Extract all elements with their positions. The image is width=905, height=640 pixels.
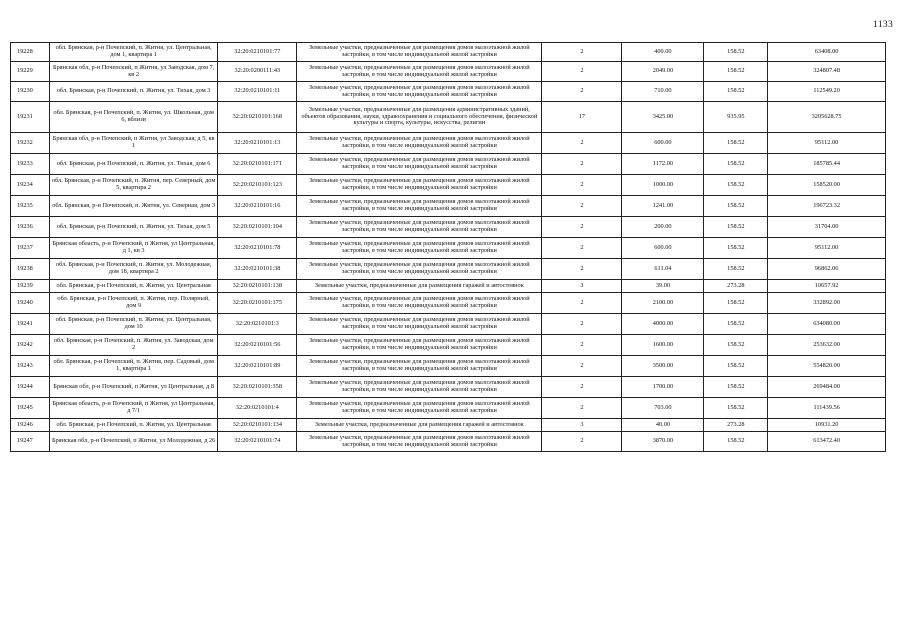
cadastral-value-cell: 112549.20 [768,82,886,102]
land-use-cell: Земельные участки, предназначенные для размещения гаражей и автостоянок [297,419,542,432]
specific-value-cell: 158.52 [704,356,768,377]
address-cell: обл. Брянская, р-н Почепский, п. Житня, пер. Северный, дом 5, квартира 2 [49,175,218,196]
specific-value-cell: 158.52 [704,398,768,419]
specific-value-cell: 158.52 [704,62,768,82]
area-cell: 3500.00 [622,356,704,377]
use-code-cell: 2 [542,154,622,175]
table-row [11,238,886,259]
table-row [11,175,886,196]
area-cell: 400.00 [622,43,704,62]
specific-value-cell: 158.52 [704,314,768,335]
table-row [11,259,886,280]
row-number-cell: 19247 [11,432,50,452]
area-cell: 710.00 [622,82,704,102]
use-code-cell: 2 [542,196,622,217]
table-row [11,335,886,356]
cadastral-number-cell: 32:20:0210101:123 [218,175,297,196]
use-code-cell: 3 [542,419,622,432]
address-cell: Брянская обл, р-н Почепский, п Житня, ул Заводская, дом 7, кв 2 [49,62,218,82]
cadastral-number-cell: 32:20:0210101:78 [218,238,297,259]
cadastral-number-cell: 32:20:0210101:175 [218,293,297,314]
cadastral-value-cell: 269484.00 [768,377,886,398]
address-cell: обл. Брянская, р-н Почепский, п. Житня, ул. Тихая, дом 6 [49,154,218,175]
area-cell: 703.00 [622,398,704,419]
row-number-cell: 19229 [11,62,50,82]
cadastral-value-cell: 158520.00 [768,175,886,196]
area-cell: 1000.00 [622,175,704,196]
row-number-cell: 19238 [11,259,50,280]
address-cell: обл. Брянская, р-н Почепский, п. Житня, ул. Центральная, дом 1, квартира 1 [49,43,218,62]
specific-value-cell: 273.28 [704,419,768,432]
use-code-cell: 2 [542,82,622,102]
table-row [11,102,886,133]
specific-value-cell: 158.52 [704,377,768,398]
land-use-cell: Земельные участки, предназначенные для размещения домов малоэтажной жилой застройки, в том числе индивидуальной жилой застройки [297,398,542,419]
row-number-cell: 19236 [11,217,50,238]
address-cell: Брянская обл, р-н Почепский, п Житня, ул Центральная, д 8 [49,377,218,398]
address-cell: обл. Брянская, р-н Почепский, п. Житня, ул. Заводская, дом 2 [49,335,218,356]
cadastral-number-cell: 32:20:0210101:4 [218,398,297,419]
area-cell: 611.04 [622,259,704,280]
cadastral-value-cell: 613472.40 [768,432,886,452]
cadastral-number-cell: 32:20:0210101:168 [218,102,297,133]
cadastral-value-cell: 10657.92 [768,280,886,293]
address-cell: обл. Брянская, р-н Почепский, п. Житня, ул. Северная, дом 3 [49,196,218,217]
table-row [11,419,886,432]
cadastral-value-cell: 31704.00 [768,217,886,238]
row-number-cell: 19230 [11,82,50,102]
table-row [11,314,886,335]
land-use-cell: Земельные участки, предназначенные для размещения домов малоэтажной жилой застройки, в том числе индивидуальной жилой застройки [297,133,542,154]
land-use-cell: Земельные участки, предназначенные для размещения домов малоэтажной жилой застройки, в том числе индивидуальной жилой застройки [297,238,542,259]
table-body [11,43,886,452]
land-use-cell: Земельные участки, предназначенные для размещения домов малоэтажной жилой застройки, в том числе индивидуальной жилой застройки [297,82,542,102]
area-cell: 600.00 [622,238,704,259]
cadastral-value-cell: 196723.32 [768,196,886,217]
cadastral-value-table [10,42,886,452]
specific-value-cell: 158.52 [704,259,768,280]
use-code-cell: 2 [542,43,622,62]
land-use-cell: Земельные участки, предназначенные для размещения домов малоэтажной жилой застройки, в том числе индивидуальной жилой застройки [297,62,542,82]
row-number-cell: 19239 [11,280,50,293]
cadastral-value-cell: 96862.06 [768,259,886,280]
row-number-cell: 19244 [11,377,50,398]
table-row [11,293,886,314]
cadastral-number-cell: 32:20:0210101:3 [218,314,297,335]
row-number-cell: 19231 [11,102,50,133]
cadastral-value-cell: 111439.56 [768,398,886,419]
cadastral-value-cell: 634080.00 [768,314,886,335]
cadastral-number-cell: 32:20:0210101:16 [218,196,297,217]
land-use-cell: Земельные участки, предназначенные для размещения домов малоэтажной жилой застройки, в том числе индивидуальной жилой застройки [297,175,542,196]
table-row [11,133,886,154]
land-use-cell: Земельные участки, предназначенные для размещения домов малоэтажной жилой застройки, в том числе индивидуальной жилой застройки [297,154,542,175]
table-row [11,196,886,217]
use-code-cell: 2 [542,432,622,452]
specific-value-cell: 158.52 [704,335,768,356]
use-code-cell: 2 [542,238,622,259]
use-code-cell: 3 [542,280,622,293]
land-use-cell: Земельные участки, предназначенные для размещения домов малоэтажной жилой застройки, в том числе индивидуальной жилой застройки [297,432,542,452]
use-code-cell: 2 [542,62,622,82]
area-cell: 1700.00 [622,377,704,398]
area-cell: 1600.00 [622,335,704,356]
use-code-cell: 2 [542,356,622,377]
row-number-cell: 19235 [11,196,50,217]
land-use-cell: Земельные участки, предназначенные для размещения домов малоэтажной жилой застройки, в том числе индивидуальной жилой застройки [297,377,542,398]
page-number: 1133 [873,20,893,30]
cadastral-value-cell: 63408.00 [768,43,886,62]
address-cell: обл. Брянская, р-н Почепский, п. Житня, ул. Молодежная, дом 18, квартира 2 [49,259,218,280]
row-number-cell: 19246 [11,419,50,432]
cadastral-value-cell: 253632.00 [768,335,886,356]
specific-value-cell: 273.28 [704,280,768,293]
area-cell: 2100.00 [622,293,704,314]
address-cell: обл. Брянская, р-н Почепский, п. Житня, ул. Центральная [49,419,218,432]
address-cell: Брянская обл, р-н Почепский, п Житня, ул Заводская, д 5, кв 1 [49,133,218,154]
land-use-cell: Земельные участки, предназначенные для размещения домов малоэтажной жилой застройки, в том числе индивидуальной жилой застройки [297,43,542,62]
address-cell: обл. Брянская, р-н Почепский, п. Житня, ул. Центральная [49,280,218,293]
specific-value-cell: 158.52 [704,133,768,154]
address-cell: Брянская область, р-н Почепский, п Житня, ул Центральная, д 1, кв 3 [49,238,218,259]
row-number-cell: 19241 [11,314,50,335]
specific-value-cell: 158.52 [704,293,768,314]
area-cell: 40.00 [622,419,704,432]
cadastral-value-cell: 554820.00 [768,356,886,377]
address-cell: обл. Брянская, р-н Почепский, п. Житня, пер. Садовый, дом 1, квартира 1 [49,356,218,377]
specific-value-cell: 158.52 [704,154,768,175]
row-number-cell: 19234 [11,175,50,196]
use-code-cell: 17 [542,102,622,133]
cadastral-value-cell: 10931.20 [768,419,886,432]
table-row [11,398,886,419]
cadastral-number-cell: 32:20:0210101:38 [218,259,297,280]
use-code-cell: 2 [542,335,622,356]
area-cell: 39.00 [622,280,704,293]
row-number-cell: 19243 [11,356,50,377]
use-code-cell: 2 [542,377,622,398]
area-cell: 1172.00 [622,154,704,175]
cadastral-number-cell: 32:20:0210101:104 [218,217,297,238]
table-row [11,154,886,175]
specific-value-cell: 158.52 [704,175,768,196]
land-use-cell: Земельные участки, предназначенные для размещения домов малоэтажной жилой застройки, в том числе индивидуальной жилой застройки [297,217,542,238]
cadastral-value-cell: 95112.00 [768,133,886,154]
address-cell: обл. Брянская, р-н Почепский, п. Житня, пер. Полярный, дом 9 [49,293,218,314]
row-number-cell: 19232 [11,133,50,154]
cadastral-number-cell: 32:20:0210101:77 [218,43,297,62]
address-cell: обл. Брянская, р-н Почепский, п. Житня, ул. Школьная, дом 6, вблизи [49,102,218,133]
land-use-cell: Земельные участки, предназначенные для размещения домов малоэтажной жилой застройки, в том числе индивидуальной жилой застройки [297,335,542,356]
cadastral-number-cell: 32:20:0210101:171 [218,154,297,175]
address-cell: обл. Брянская, р-н Почепский, п. Житня, ул. Тихая, дом 3 [49,82,218,102]
area-cell: 200.00 [622,217,704,238]
land-use-cell: Земельные участки, предназначенные для размещения домов малоэтажной жилой застройки, в том числе индивидуальной жилой застройки [297,259,542,280]
cadastral-number-cell: 32:20:0210101:89 [218,356,297,377]
cadastral-number-cell: 32:20:0210101:11 [218,82,297,102]
table-row [11,432,886,452]
specific-value-cell: 158.52 [704,217,768,238]
cadastral-number-cell: 32:20:0200111:43 [218,62,297,82]
row-number-cell: 19245 [11,398,50,419]
cadastral-number-cell: 32:20:0210101:74 [218,432,297,452]
row-number-cell: 19228 [11,43,50,62]
specific-value-cell: 158.52 [704,432,768,452]
row-number-cell: 19242 [11,335,50,356]
use-code-cell: 2 [542,398,622,419]
cadastral-number-cell: 32:20:0210101:56 [218,335,297,356]
specific-value-cell: 158.52 [704,43,768,62]
cadastral-value-cell: 95112.00 [768,238,886,259]
use-code-cell: 2 [542,133,622,154]
table-row [11,217,886,238]
cadastral-number-cell: 32:20:0210101:138 [218,280,297,293]
area-cell: 3870.00 [622,432,704,452]
cadastral-number-cell: 32:20:0210101:358 [218,377,297,398]
table-row [11,82,886,102]
specific-value-cell: 935.95 [704,102,768,133]
cadastral-number-cell: 32:20:0210101:13 [218,133,297,154]
use-code-cell: 2 [542,314,622,335]
specific-value-cell: 158.52 [704,82,768,102]
address-cell: обл. Брянская, р-н Почепский, п. Житня, ул. Тихая, дом 5 [49,217,218,238]
row-number-cell: 19233 [11,154,50,175]
cadastral-number-cell: 32:20:0210101:134 [218,419,297,432]
area-cell: 4000.00 [622,314,704,335]
cadastral-value-cell: 3205628.75 [768,102,886,133]
land-use-cell: Земельные участки, предназначенные для размещения домов малоэтажной жилой застройки, в том числе индивидуальной жилой застройки [297,293,542,314]
use-code-cell: 2 [542,175,622,196]
land-use-cell: Земельные участки, предназначенные для размещения административных зданий, объектов образования, науки, здравоохранения и социального обеспечения, физической культуры и спорта, культуры, искусства, религии [297,102,542,133]
cadastral-value-cell: 332892.00 [768,293,886,314]
address-cell: Брянская область, р-н Почепский, п Житня, ул Центральная, д 7/1 [49,398,218,419]
table-row [11,356,886,377]
land-use-cell: Земельные участки, предназначенные для размещения домов малоэтажной жилой застройки, в том числе индивидуальной жилой застройки [297,314,542,335]
cadastral-value-cell: 185785.44 [768,154,886,175]
table-row [11,62,886,82]
land-use-cell: Земельные участки, предназначенные для размещения домов малоэтажной жилой застройки, в том числе индивидуальной жилой застройки [297,356,542,377]
row-number-cell: 19237 [11,238,50,259]
use-code-cell: 2 [542,259,622,280]
area-cell: 2049.00 [622,62,704,82]
address-cell: обл. Брянская, р-н Почепский, п. Житня, ул. Центральная, дом 10 [49,314,218,335]
use-code-cell: 2 [542,217,622,238]
land-use-cell: Земельные участки, предназначенные для размещения домов малоэтажной жилой застройки, в том числе индивидуальной жилой застройки [297,196,542,217]
area-cell: 600.00 [622,133,704,154]
specific-value-cell: 158.52 [704,238,768,259]
address-cell: Брянская обл, р-н Почепский, п Житня, ул Молодежная, д 26 [49,432,218,452]
table-row [11,43,886,62]
cadastral-value-cell: 324807.48 [768,62,886,82]
table-row [11,280,886,293]
specific-value-cell: 158.52 [704,196,768,217]
use-code-cell: 2 [542,293,622,314]
row-number-cell: 19240 [11,293,50,314]
area-cell: 3425.00 [622,102,704,133]
land-use-cell: Земельные участки, предназначенные для размещения гаражей и автостоянок [297,280,542,293]
table-row [11,377,886,398]
area-cell: 1241.00 [622,196,704,217]
